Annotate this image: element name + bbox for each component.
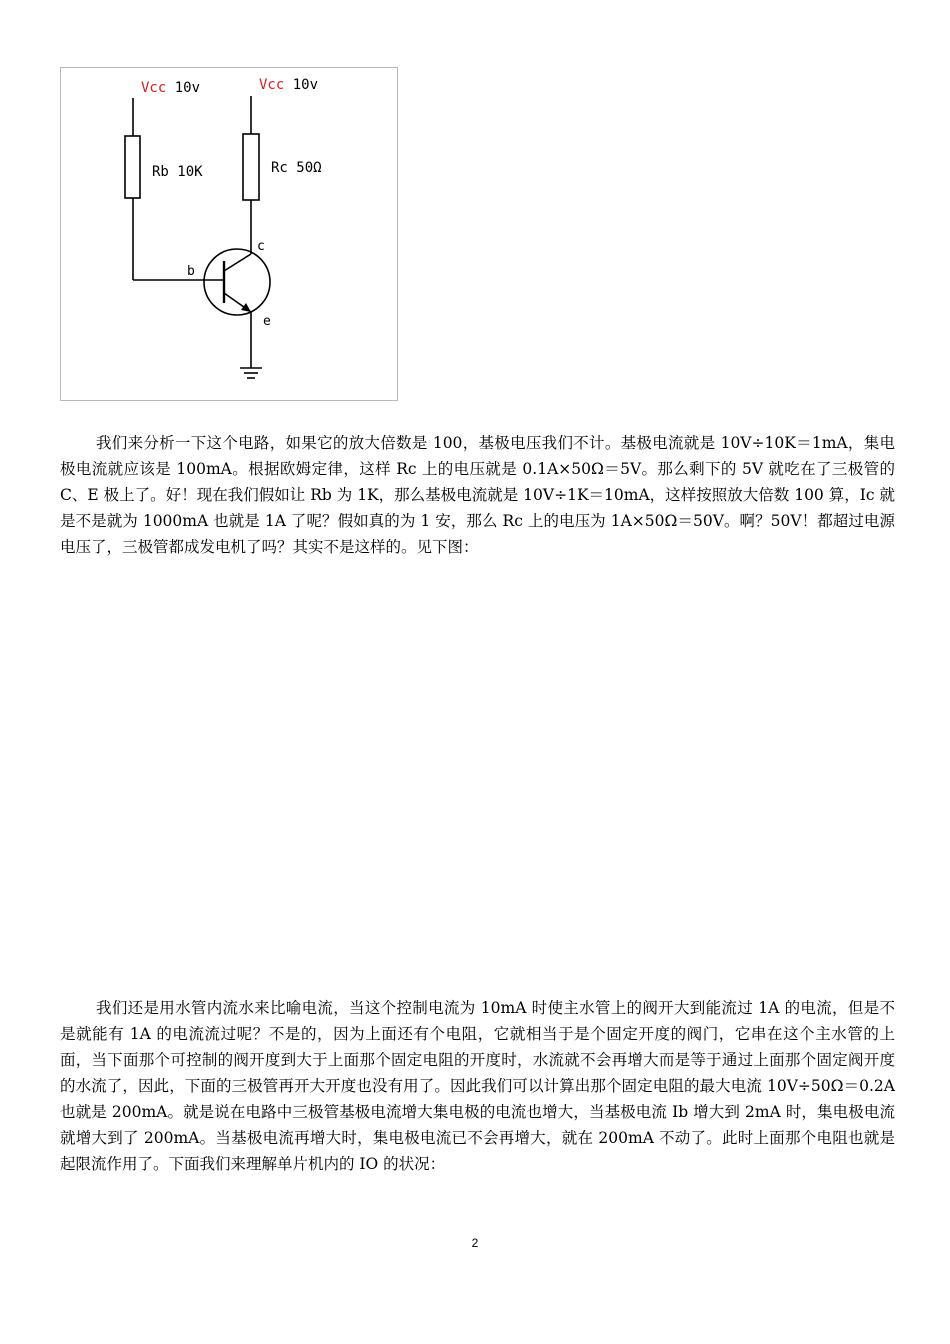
resistor-rb [125, 136, 140, 198]
vcc-right-label [259, 78, 318, 92]
circuit-diagram [60, 67, 398, 401]
rb-label: Rb 10K [152, 164, 203, 180]
paragraph-water-analogy: 我们还是用水管内流水来比喻电流，当这个控制电流为 10mA 时使主水管上的阀开大到能流过 1A 的电流，但是不是就能有 1A 的电流流过呢？不是的，因为上面还有个电阻，它就相当于是个固定开度的阀门，它串在这个主水管的上面，当下面那个可控制的阀开度到大于上面那个固定电阻的开度时，水流就不会再增大而是等于通过上面那个固定阀开度的水流了，因此，下面的三极管再开大开度也没有用了。因此我们可以计算出那个固定电阻的最大电流 10V÷50Ω＝0.2A 也就是 200mA。就是说在电路中三极管基极电流增大集电极的电流也增大，当基极电流 Ib 增大到 2mA 时，集电极电流就增大到了 200mA。当基极电流再增大时，集电极电流已不会再增大，就在 200mA 不动了。此时上面那个电阻也就是起限流作用了。下面我们来理解单片机内的 IO 的状况： [60, 999, 895, 1173]
pin-c-label: c [257, 239, 265, 254]
vcc-right-value: 10v [292, 77, 319, 93]
rc-label: Rc 50Ω [271, 160, 322, 176]
circuit-schematic [61, 68, 399, 402]
vcc-left-label [141, 81, 200, 95]
transistor-body [204, 249, 270, 315]
pin-b-label: b [187, 264, 195, 279]
transistor-collector-lead [224, 254, 251, 271]
paragraph-analysis: 我们来分析一下这个电路，如果它的放大倍数是 100，基极电压我们不计。基极电流就是 10V÷10K＝1mA，集电极电流就应该是 100mA。根据欧姆定律，这样 Rc 上的电压就是 0.1A×50Ω＝5V。那么剩下的 5V 就吃在了三极管的 C、E 极上了。好！现在我们假如让 Rb 为 1K，那么基极电流就是 10V÷1K＝10mA，这样按照放大倍数 100 算，Ic 就是不是就为 1000mA 也就是 1A 了呢？假如真的为 1 安，那么 Rc 上的电压为 1A×50Ω＝50V。啊？50V！都超过电源电压了，三极管都成发电机了吗？其实不是这样的。见下图： [60, 434, 895, 556]
page-number: 2 [471, 1236, 479, 1250]
vcc-left-name: Vcc [141, 80, 167, 96]
pin-e-label: e [263, 314, 271, 329]
vcc-left-value: 10v [174, 80, 201, 96]
emitter-arrow [241, 303, 251, 312]
vcc-right-name: Vcc [259, 77, 285, 93]
resistor-rc [243, 134, 259, 200]
